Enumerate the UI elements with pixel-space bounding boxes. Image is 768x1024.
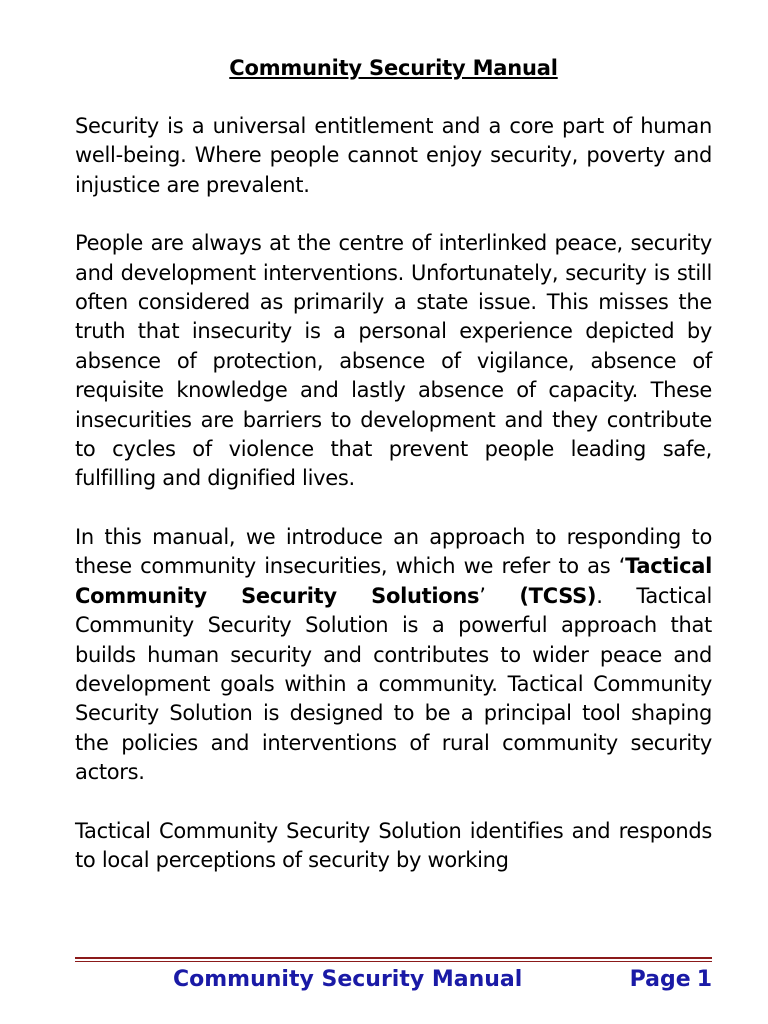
document-page xyxy=(75,53,712,904)
footer-rule xyxy=(75,957,712,962)
document-title: Community Security Manual xyxy=(229,56,558,80)
paragraph-4: Tactical Community Security Solution identifies and responds to local perceptions of security by working xyxy=(75,818,712,872)
tcss-full-name: Tactical Community Security Solutions xyxy=(75,554,712,608)
footer-page-number: 1 xyxy=(696,967,712,992)
footer-rule-thick xyxy=(75,957,712,959)
footer-page-label: Page xyxy=(629,967,691,992)
footer-page-indicator xyxy=(630,964,712,996)
tcss-abbreviation: (TCSS) xyxy=(519,583,597,608)
paragraph-2: People are always at the centre of interlinked peace, security and development interventions. Unfortunately, security is still often considered as primarily a state issue. This misses the truth that insecurity is a personal experience depicted by absence of protection, absence of vigilance, absence of requisite knowledge and lastly absence of capacity. These insecurities are barriers to development and they contribute to cycles of violence that prevent people leading safe, fulfilling and dignified lives. xyxy=(75,231,712,491)
paragraph-3-intro: In this manual, we introduce an approach to responding to these community insecurities, which we refer to as ‘ xyxy=(75,524,712,579)
paragraph-3-quote-close: ’ xyxy=(479,583,520,608)
footer-rule-thin xyxy=(75,961,712,962)
paragraph-3 xyxy=(75,523,712,788)
paragraph-1: Security is a universal entitlement and a core part of human well-being. Where people cannot enjoy security, poverty and injustice are prevalent. xyxy=(75,114,712,197)
paragraph-3-body: . Tactical Community Security Solution is a powerful approach that builds human security and contributes to wider peace and development goals within a community. Tactical Community Security Solution is designed to be a principal tool shaping the policies and interventions of rural community security actors. xyxy=(75,583,713,785)
footer-title: Community Security Manual xyxy=(173,967,523,992)
